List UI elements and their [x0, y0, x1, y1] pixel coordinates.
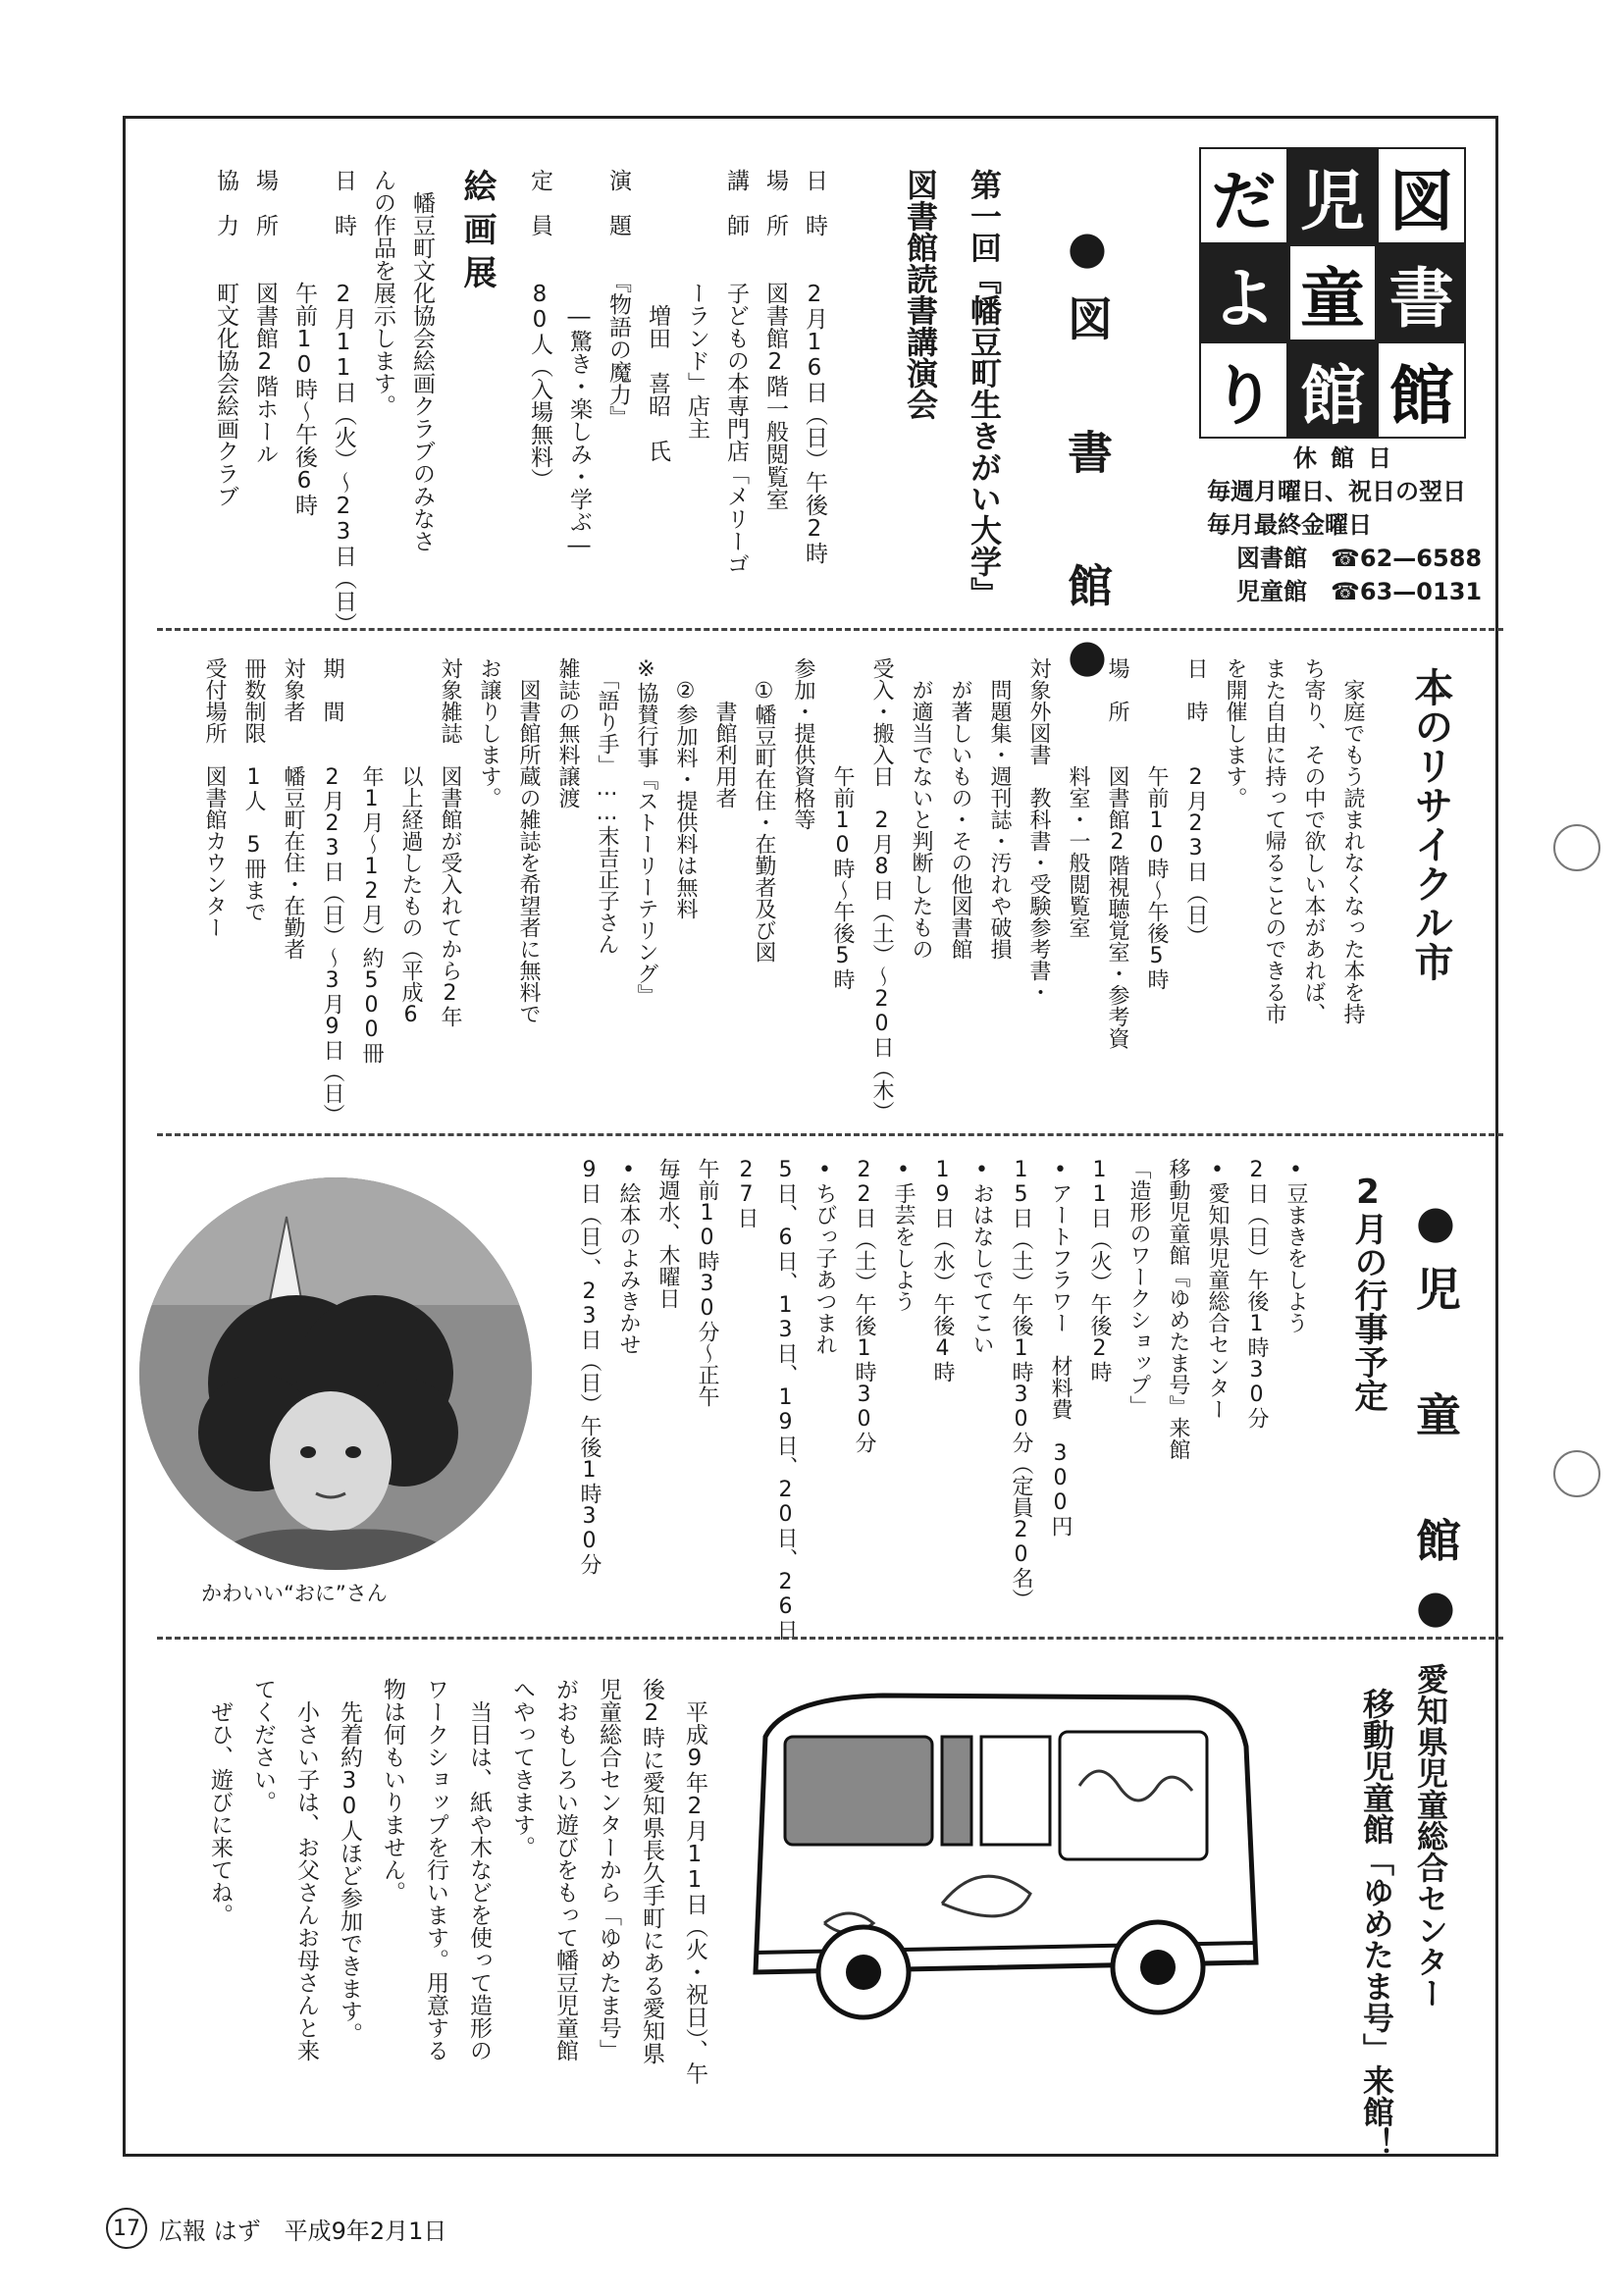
text-line: •絵本のよみきかせ	[616, 1158, 641, 1355]
text-line: が著しいもの・その他図書館	[948, 657, 972, 960]
text-line: を開催します。	[1223, 657, 1247, 809]
recycle-title: 本のリサイクル市	[1408, 667, 1453, 981]
text-line: 11日（火）午後2時	[1087, 1158, 1112, 1383]
binder-hole	[1553, 1450, 1600, 1497]
text-line: 平成9年2月11日（火・祝日）、午	[682, 1678, 707, 2085]
text-line: 講 師 子どもの本専門店「メリーゴ	[723, 169, 749, 575]
text-line: •豆まきをしよう	[1283, 1158, 1308, 1333]
masthead-cell: 館	[1377, 341, 1466, 439]
text-line: ※協賛行事『ストーリーテリング』	[634, 657, 658, 1006]
text-line: 協 力 町文化協会絵画クラブ	[213, 169, 238, 507]
schedule-details	[550, 1158, 1315, 1641]
masthead-cell: 児	[1288, 147, 1378, 244]
text-line: 当日は、紙や木などを使って造形の	[466, 1678, 492, 2061]
text-line: 場 所 図書館2階視聴覚室・参考資	[1105, 657, 1129, 1049]
text-line: ―驚き・楽しみ・学ぶ―	[566, 169, 592, 558]
text-line: •愛知県児童総合センター	[1205, 1158, 1230, 1420]
section-divider	[157, 628, 1503, 631]
children-heading: ●児 童 館●	[1409, 1195, 1462, 1650]
text-line: が適当でないと判断したもの	[909, 657, 933, 960]
masthead-cell: 図	[1377, 147, 1466, 244]
section-divider	[157, 1637, 1503, 1640]
schedule-title: 2月の行事予定	[1348, 1173, 1387, 1412]
text-line: 受入・搬入日 2月8日（土）～20日（木）	[869, 657, 894, 1122]
text-line: ぜひ、遊びに来てね。	[207, 1678, 233, 1926]
text-line: 「造形のワークショップ」	[1126, 1158, 1151, 1417]
recycle-details	[165, 657, 1372, 1125]
text-line: 5日、6日、13日、19日、20日、26日	[773, 1158, 798, 1641]
yumetama-title-2: 移動児童館「ゆめたま号」来館！	[1358, 1688, 1395, 2159]
text-line: 雑誌の無料譲渡	[555, 657, 580, 809]
masthead-cell: だ	[1199, 147, 1288, 244]
text-line: 午前10時～午後5時	[830, 657, 855, 990]
text-line: 年1月～12月）約500冊	[359, 657, 384, 1064]
text-line: 9日（日）、23日（日）午後1時30分	[577, 1158, 602, 1575]
library-heading: ●図 書 館●	[1061, 221, 1114, 704]
text-line: 以上経過したもの（平成6	[398, 657, 423, 1027]
text-line: 場 所 図書館2階一般閲覧室	[762, 169, 788, 510]
text-line: 後2時に愛知県長久手町にある愛知県	[639, 1678, 664, 2064]
text-line: 先着約30人ほど参加できます。	[337, 1678, 362, 2045]
text-line: 「語り手」……末吉正子さん	[595, 657, 619, 955]
text-line: ①幡豆町在住・在勤者及び図	[752, 657, 776, 963]
text-line: 家庭でもう読まれなくなった本を持	[1340, 657, 1365, 1024]
masthead-cell: 館	[1288, 341, 1378, 439]
masthead-cell: 童	[1288, 244, 1378, 341]
photo-caption: かわいい“おに”さん	[201, 1582, 388, 1605]
binder-hole	[1553, 824, 1600, 871]
text-line: 書館利用者	[712, 657, 737, 809]
closed-line: 毎月最終金曜日	[1207, 511, 1372, 539]
exhibit-details	[167, 169, 442, 635]
text-line: 対象者 幡豆町在住・在勤者	[281, 657, 305, 960]
masthead-cell: り	[1199, 341, 1288, 439]
yumetama-details	[167, 1678, 716, 2129]
lecture-subtitle: 図書館読書講演会	[902, 169, 939, 420]
text-line: •おはなしでてこい	[969, 1158, 994, 1355]
closed-line: 毎週月曜日、祝日の翌日	[1207, 478, 1466, 505]
text-line: 参加・提供資格等	[791, 657, 815, 830]
text-line: お譲りします。	[477, 657, 501, 809]
page-footer	[106, 2208, 446, 2249]
text-line: 午前10時～午後5時	[1144, 657, 1169, 990]
text-line: 定 員 80人（入場無料）	[527, 169, 552, 491]
text-line: へやってきます。	[509, 1678, 535, 1858]
lecture-title: 第一回『幡豆町生きがい大学』	[966, 169, 1003, 608]
text-line: 19日（水）午後4時	[930, 1158, 955, 1383]
text-line: 日 時 2月11日（火）～23日（日）	[331, 169, 356, 635]
text-line: また自由に持って帰ることのできる市	[1262, 657, 1286, 1024]
masthead-cell: 書	[1377, 244, 1466, 341]
text-line: •手芸をしよう	[891, 1158, 916, 1312]
text-line: •アートフラワー 材料費 300円	[1048, 1158, 1073, 1537]
text-line: がおもしろい遊びをもって幡豆児童館	[552, 1678, 578, 2061]
phone-library: 図書館 ☎62—6588	[1236, 545, 1483, 572]
text-line: 日 時 2月16日（日）午後2時	[802, 169, 827, 564]
text-line: ーランド」店主	[684, 169, 709, 440]
text-line: 演 題 『物語の魔力』	[605, 169, 631, 429]
oni-child-photo	[139, 1177, 532, 1570]
library-masthead-logo	[1199, 147, 1466, 434]
text-line: 増田 喜昭 氏	[645, 169, 670, 462]
text-line: 問題集・週刊誌・汚れや破損	[987, 657, 1012, 960]
text-line: 27日	[734, 1158, 759, 1228]
text-line: 場 所 図書館2階ホール	[252, 169, 278, 465]
text-line: 幡豆町文化協会絵画クラブのみなさ	[409, 169, 435, 552]
text-line: んの作品を展示します。	[370, 169, 395, 417]
text-line: 午前10時～午後6時	[291, 169, 317, 516]
text-line: てください。	[250, 1678, 276, 1813]
closed-title: 休館日	[1293, 444, 1405, 472]
text-line: 午前10時30分～正午	[695, 1158, 719, 1407]
text-line: 毎週水、木曜日	[655, 1158, 680, 1309]
text-line: ち寄り、その中で欲しい本があれば、	[1301, 657, 1326, 1024]
text-line: 受付場所 図書館カウンター	[202, 657, 227, 938]
text-line: 対象雑誌 図書館が受入れてから2年	[438, 657, 462, 1027]
text-line: 期 間 2月23日（日）～3月9日（日）	[320, 657, 344, 1125]
exhibit-title: 絵画展	[457, 169, 497, 298]
text-line: 2日（日）午後1時30分	[1244, 1158, 1269, 1429]
text-line: 料室・一般閲覧室	[1066, 657, 1090, 938]
text-line: 移動児童館『ゆめたま号』来館	[1166, 1158, 1190, 1460]
masthead-cell: よ	[1199, 244, 1288, 341]
closed-days-info	[1207, 442, 1492, 608]
text-line: 日 時 2月23日（日）	[1183, 657, 1208, 947]
text-line: ②参加料・提供料は無料	[673, 657, 698, 919]
text-line: 児童総合センターから「ゆめたま号」	[596, 1678, 621, 2061]
yumetama-title-1: 愛知県児童総合センター	[1412, 1663, 1449, 2009]
text-line: 冊数制限 1人 5冊まで	[241, 657, 266, 922]
text-line: 対象外図書 教科書・受験参考書・	[1026, 657, 1051, 1003]
section-divider	[157, 1133, 1503, 1136]
text-line: 図書館所蔵の雑誌を希望者に無料で	[516, 657, 541, 1024]
lecture-details	[520, 169, 834, 610]
text-line: 物は何もいりません。	[380, 1678, 405, 1904]
phone-children: 児童館 ☎63—0131	[1236, 578, 1483, 605]
page-number: 17	[106, 2208, 147, 2249]
text-line: 小さい子は、お父さんお母さんと来	[293, 1678, 319, 2061]
text-line: 22日（土）午後1時30分	[852, 1158, 876, 1453]
yumetama-bus-illustration	[726, 1678, 1276, 2031]
text-line: 15日（土）午後1時30分（定員20名）	[1009, 1158, 1033, 1610]
text-line: •ちびっ子あつまれ	[812, 1158, 837, 1355]
text-line: ワークショップを行います。用意する	[423, 1678, 448, 2061]
footer-text: 広報 はず 平成9年2月1日	[159, 2217, 447, 2245]
